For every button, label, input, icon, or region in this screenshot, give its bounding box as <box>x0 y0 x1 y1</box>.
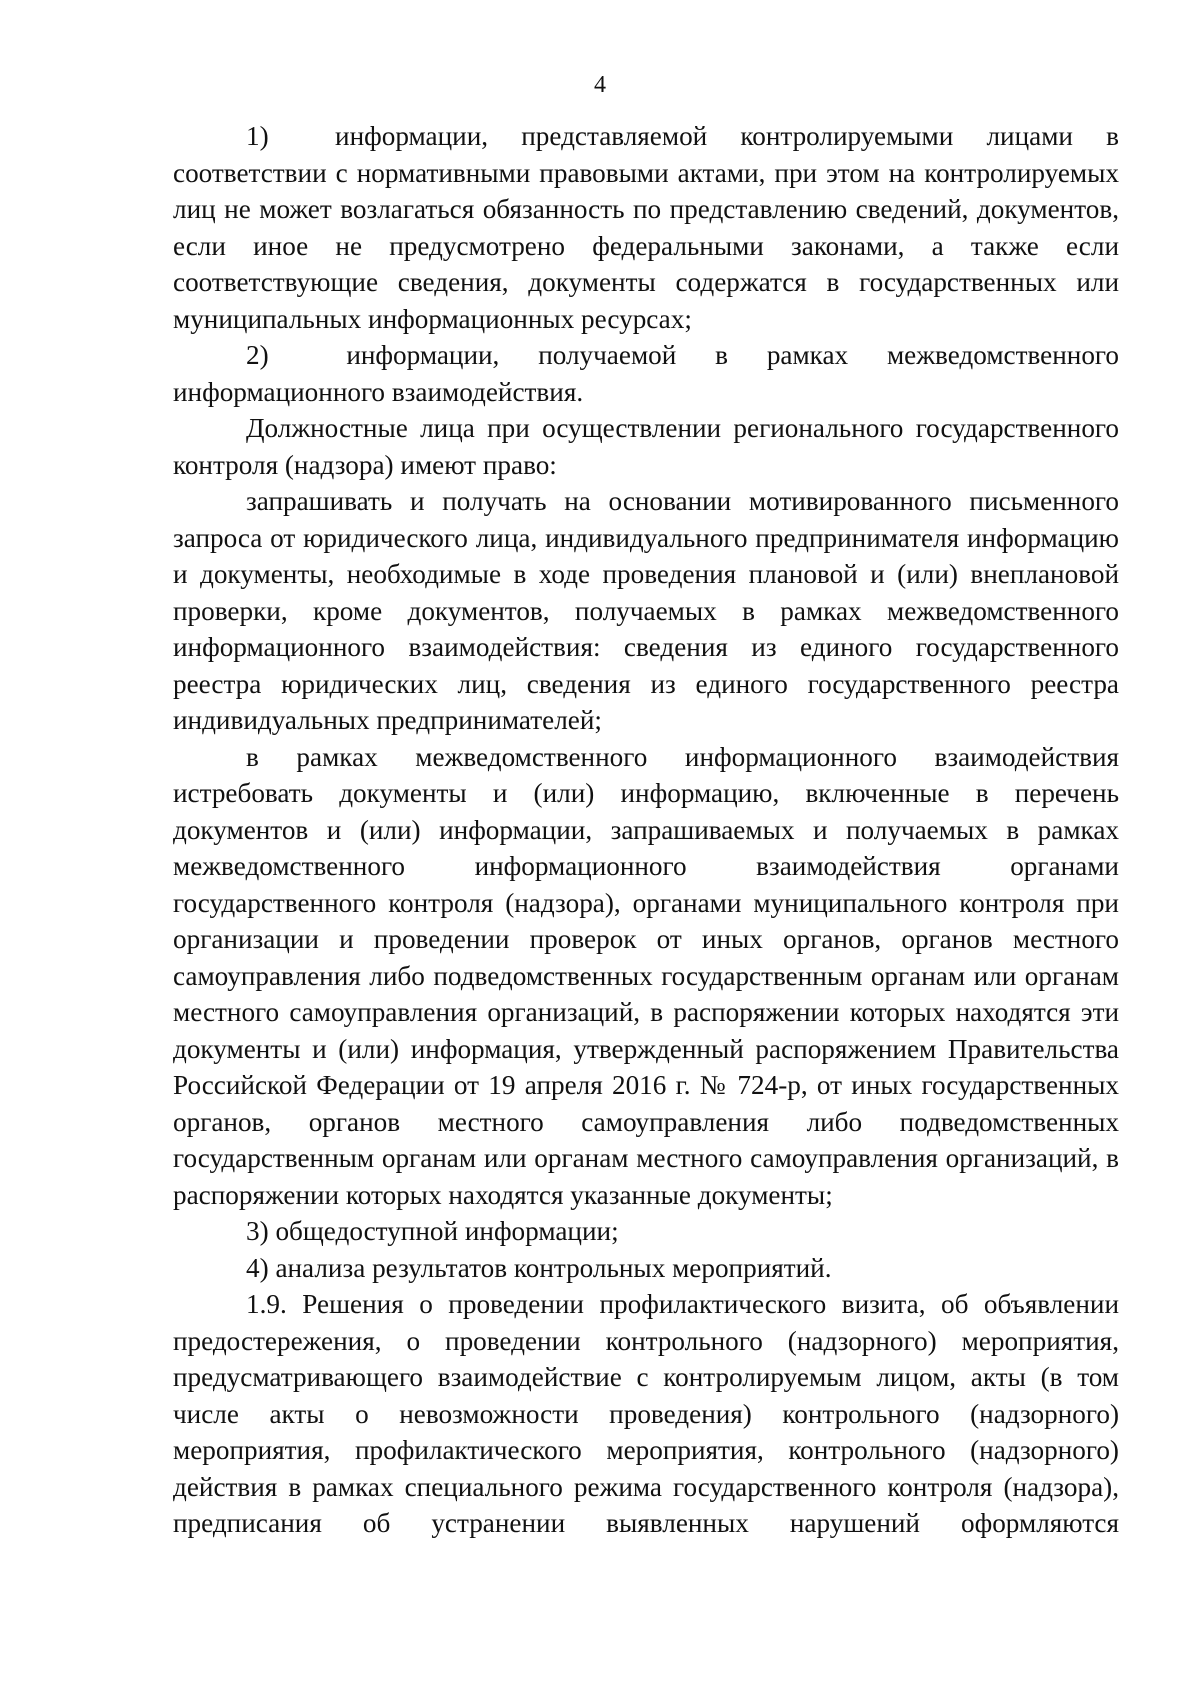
paragraph-officials-rights: Должностные лица при осуществлении регионального государственного контроля (надзора) имеют право: <box>173 413 1119 480</box>
paragraph-item-3: 3) общедоступной информации; <box>246 1216 619 1246</box>
paragraph-item-4: 4) анализа результатов контрольных мероприятий. <box>246 1252 832 1283</box>
paragraph-item-2: 2) информации, получаемой в рамках межведомственного информационного взаимодействия. <box>173 340 1119 407</box>
paragraph-interagency-request: в рамках межведомственного информационного взаимодействия истребовать документы и (или) информацию, включенные в перечень документов и (или) информации, запрашиваемых и получаемых в рамках межведомственного информационного взаимодействия органами государственного контроля (надзора), органами муниципального контроля при организации и проведении проверок от иных органов, органов местного самоуправления либо подведомственных государственным органам или органам местного самоуправления организаций, в распоряжении которых находятся эти документы и (или) информация, утвержденный распоряжением Правительства Российской Федерации от 19 апреля 2016 г. № 724-р, от иных государственных органов, органов местного самоуправления либо подведомственных государственным органам или органам местного самоуправления организаций, в распоряжении которых находятся указанные документы; <box>173 741 1119 1210</box>
document-body <box>173 118 1119 1542</box>
paragraph-request-documents: запрашивать и получать на основании мотивированного письменного запроса от юридического лица, индивидуального предпринимателя информацию и документы, необходимые в ходе проведения плановой и (или) внеплановой проверки, кроме документов, получаемых в рамках межведомственного информационного взаимодействия: сведения из единого государственного реестра юридических лиц, сведения из единого государственного реестра индивидуальных предпринимателей; <box>173 486 1119 735</box>
paragraph-item-1: 1) информации, представляемой контролируемыми лицами в соответствии с нормативными правовыми актами, при этом на контролируемых лиц не может возлагаться обязанность по представлению сведений, документов, если иное не предусмотрено федеральными законами, а также если соответствующие сведения, документы содержатся в государственных или муниципальных информационных ресурсах; <box>173 121 1119 334</box>
page-number: 4 <box>594 72 606 98</box>
paragraph-section-1-9: 1.9. Решения о проведении профилактического визита, об объявлении предостережения, о проведении контрольного (надзорного) мероприятия, предусматривающего взаимодействие с контролируемым лицом, акты (в том числе акты о невозможности проведения) контрольного (надзорного) мероприятия, профилактического мероприятия, контрольного (надзорного) действия в рамках специального режима государственного контроля (надзора), предписания об устранении выявленных нарушений оформляются <box>173 1289 1119 1538</box>
